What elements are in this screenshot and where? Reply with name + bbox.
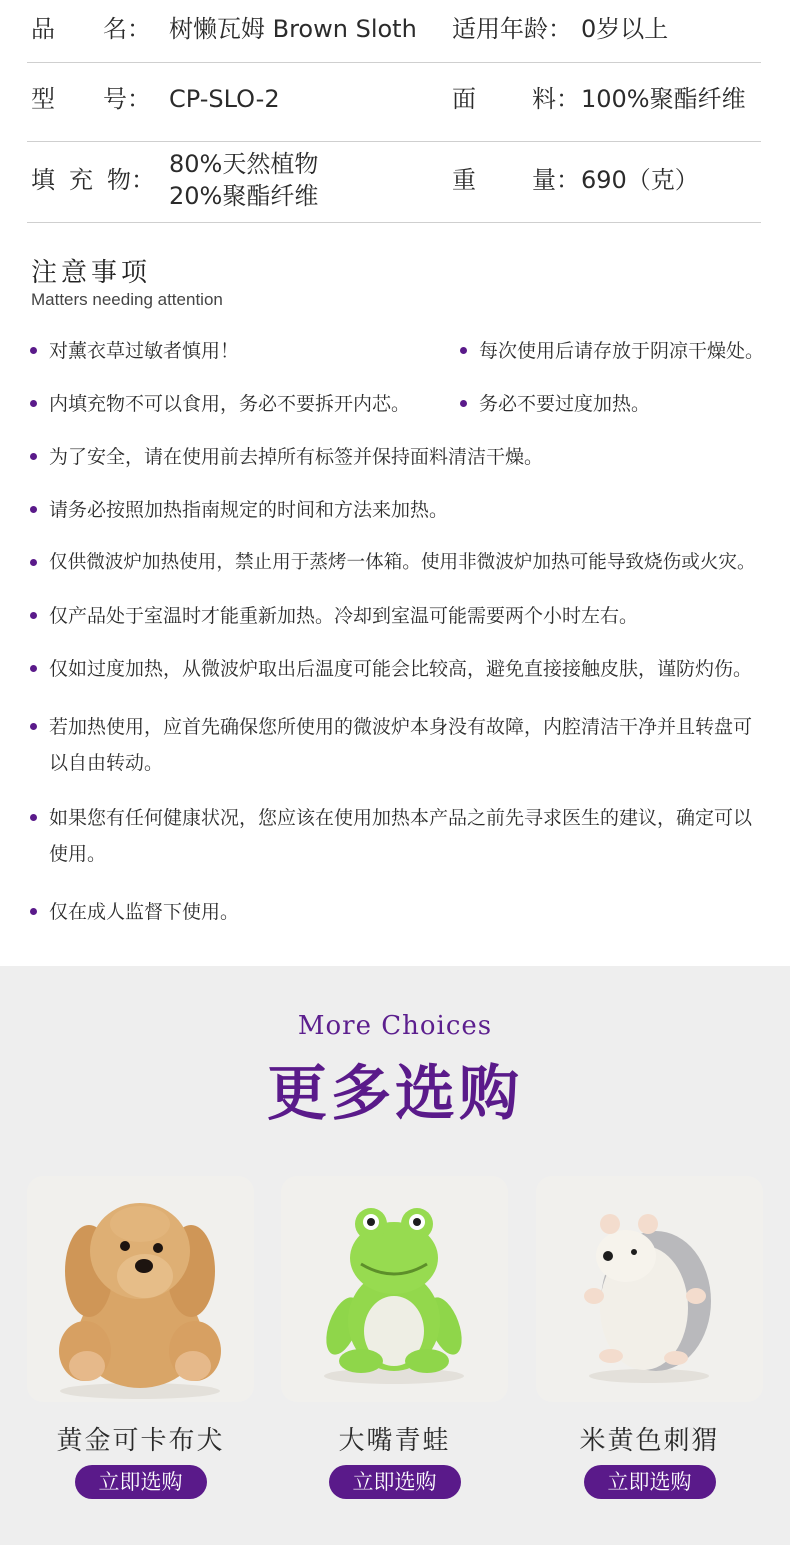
name-label-char: 名	[103, 15, 127, 43]
buy-now-button[interactable]: 立即选购	[75, 1465, 207, 1499]
product-card[interactable]	[281, 1176, 508, 1499]
note-item	[30, 651, 752, 687]
age-label-text: 适用年龄	[452, 15, 548, 43]
filling-label-char: 充	[69, 166, 93, 194]
beige-hedgehog-plush-image[interactable]	[536, 1176, 763, 1402]
colon: ：	[131, 166, 155, 194]
fabric-value: 100%聚酯纤维	[581, 85, 746, 113]
filling-value-1: 80%天然植物	[169, 150, 319, 178]
weight-label-char: 重	[452, 166, 476, 194]
weight-label	[452, 164, 580, 196]
colon: ：	[127, 15, 151, 43]
note-text: 请务必按照加热指南规定的时间和方法来加热。	[49, 499, 449, 521]
name-label	[31, 13, 151, 45]
colon: ：	[556, 166, 580, 194]
note-text: 如果您有任何健康状况，您应该在使用加热本产品之前先寻求医生的建议，确定可以使用。	[49, 807, 753, 865]
filling-label-char: 物	[107, 166, 131, 194]
age-label	[452, 13, 572, 45]
note-text: 仅供微波炉加热使用，禁止用于蒸烤一体箱。使用非微波炉加热可能导致烧伤或火灾。	[49, 552, 756, 573]
bullet-icon	[460, 347, 467, 354]
filling-label	[31, 164, 155, 196]
product-name: 大嘴青蛙	[338, 1426, 451, 1456]
bullet-icon	[30, 814, 37, 821]
note-text: 若加热使用，应首先确保您所使用的微波炉本身没有故障，内腔清洁干净并且转盘可以自由转动。	[49, 716, 753, 774]
weight-value: 690（克）	[581, 166, 699, 194]
note-item	[30, 439, 543, 475]
model-label-char: 型	[31, 85, 55, 113]
note-item	[30, 386, 410, 422]
big-mouth-frog-plush-image[interactable]	[281, 1176, 508, 1402]
filling-label-char: 填	[31, 166, 55, 194]
bullet-icon	[30, 612, 37, 619]
notes-title: 注意事项	[31, 258, 152, 288]
note-item	[30, 333, 239, 369]
note-item	[30, 492, 448, 528]
note-item	[460, 386, 650, 422]
more-choices-title-cn: 更多选购	[267, 1059, 523, 1129]
spec-row-model-fabric	[27, 63, 761, 142]
product-card[interactable]	[536, 1176, 763, 1499]
name-value: 树懒瓦姆 Brown Sloth	[169, 15, 417, 43]
bullet-icon	[30, 347, 37, 354]
more-choices-section	[0, 966, 790, 1545]
bullet-icon	[30, 506, 37, 513]
note-item	[30, 894, 239, 930]
note-text: 内填充物不可以食用，务必不要拆开内芯。	[49, 393, 411, 415]
product-name: 黄金可卡布犬	[56, 1426, 225, 1456]
fabric-label	[452, 83, 580, 115]
note-item	[30, 598, 638, 634]
notes-subtitle: Matters needing attention	[31, 290, 223, 309]
product-name: 米黄色刺猬	[579, 1426, 720, 1456]
model-value: CP-SLO-2	[169, 85, 280, 113]
name-label-char: 品	[31, 15, 55, 43]
note-item	[30, 545, 756, 581]
note-text: 仅如过度加热，从微波炉取出后温度可能会比较高，避免直接接触皮肤，谨防灼伤。	[49, 658, 753, 680]
age-value: 0岁以上	[581, 15, 669, 43]
filling-value-2: 20%聚酯纤维	[169, 182, 319, 210]
product-card[interactable]	[27, 1176, 254, 1499]
note-text: 对薰衣草过敏者慎用！	[49, 340, 240, 362]
note-item	[30, 800, 759, 872]
more-choices-title-en: More Choices	[297, 1011, 493, 1041]
buy-now-button[interactable]: 立即选购	[329, 1465, 461, 1499]
spec-table	[27, 0, 761, 223]
bullet-icon	[460, 400, 467, 407]
colon: ：	[127, 85, 151, 113]
golden-cocker-spaniel-plush-image[interactable]	[27, 1176, 254, 1402]
bullet-icon	[30, 559, 37, 566]
note-text: 务必不要过度加热。	[479, 393, 651, 415]
model-label-char: 号	[103, 85, 127, 113]
bullet-icon	[30, 665, 37, 672]
model-label	[31, 83, 151, 115]
spec-row-name-age	[27, 0, 761, 63]
buy-now-button[interactable]: 立即选购	[584, 1465, 716, 1499]
weight-label-char: 量	[532, 166, 556, 194]
note-text: 仅在成人监督下使用。	[49, 901, 240, 923]
note-item	[30, 709, 759, 781]
colon: ：	[556, 85, 580, 113]
bullet-icon	[30, 723, 37, 730]
note-text: 仅产品处于室温时才能重新加热。冷却到室温可能需要两个小时左右。	[49, 605, 639, 627]
note-item	[460, 333, 764, 369]
bullet-icon	[30, 453, 37, 460]
bullet-icon	[30, 400, 37, 407]
colon: ：	[548, 15, 572, 43]
note-text: 为了安全，请在使用前去掉所有标签并保持面料清洁干燥。	[49, 446, 544, 468]
fabric-label-char: 料	[532, 85, 556, 113]
note-text: 每次使用后请存放于阴凉干燥处。	[479, 340, 765, 362]
spec-row-filling-weight	[27, 142, 761, 223]
fabric-label-char: 面	[452, 85, 476, 113]
bullet-icon	[30, 908, 37, 915]
